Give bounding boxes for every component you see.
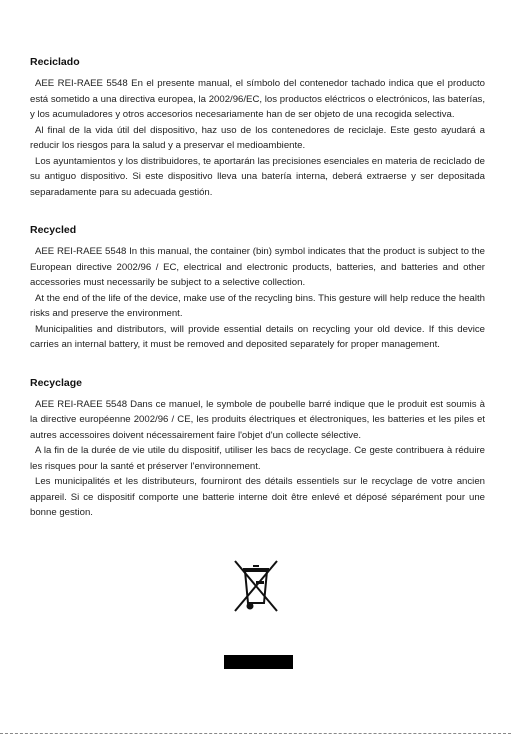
paragraph: Los ayuntamientos y los distribuidores, te aportarán las precisiones esenciales en materia de reciclado de su antiguo dispositivo. Si este dispositivo lleva una batería interna, deberá extraerse y ser depositada separadamente para su adecuada gestión. [30, 155, 485, 198]
section-heading: Recycled [30, 224, 77, 236]
section-recycled [30, 224, 485, 353]
paragraph: Les municipalités et les distributeurs, fourniront des détails essentiels sur le recyclage de votre ancien appareil. Si ce dispositif comporte une batterie interne doit être enlevé et déposé séparément pour une bonne gestion. [30, 476, 485, 518]
section-heading: Recyclage [30, 376, 82, 389]
paragraph: Municipalities and distributors, will provide essential details on recycling your old device. If this device carries an internal battery, it must be removed and deposited separately for proper management. [30, 323, 485, 350]
underline-bar [224, 655, 293, 669]
crossed-out-wheelie-bin-icon [231, 555, 281, 615]
section-reciclado [30, 56, 485, 200]
paragraph: AEE REI-RAEE 5548 En el presente manual, el símbolo del contenedor tachado indica que el producto está sometido a una directiva europea, la 2002/96/EC, los productos eléctricos o electrónicos, las baterías, y los acumuladores y otros accesorios necesariamente han de ser objeto de una recogida selectiva. [30, 78, 485, 120]
document-page [30, 56, 485, 545]
section-heading: Reciclado [30, 56, 80, 68]
paragraph: AEE REI-RAEE 5548 Dans ce manuel, le symbole de poubelle barré indique que le produit est soumis à la directive européenne 2002/96 / CE, les produits électriques et électroniques, les batteries et les piles et autres accessoires doivent nécessairement faire l'objet d'un collecte sélective. [30, 398, 485, 441]
section-recyclage [30, 377, 485, 521]
paragraph: Al final de la vida útil del dispositivo, haz uso de los contenedores de reciclaje. Este gesto ayudará a reducir los riesgos para la salud y a preservar el medioambiente. [30, 124, 485, 151]
paragraph: A la fin de la durée de vie utile du dispositif, utiliser les bacs de recyclage. Ce geste contribuera à réduire les risques pour la santé et préserver l'environnement. [30, 445, 485, 472]
paragraph: At the end of the life of the device, make use of the recycling bins. This gesture will help reduce the health risks and preserve the environment. [30, 292, 485, 319]
paragraph: AEE REI-RAEE 5548 In this manual, the container (bin) symbol indicates that the product is subject to the European directive 2002/96 / EC, electrical and electronic products, batteries, and batteries and other accessories must necessarily be subject to a selective collection. [30, 246, 485, 288]
page-trim-line [0, 733, 511, 735]
